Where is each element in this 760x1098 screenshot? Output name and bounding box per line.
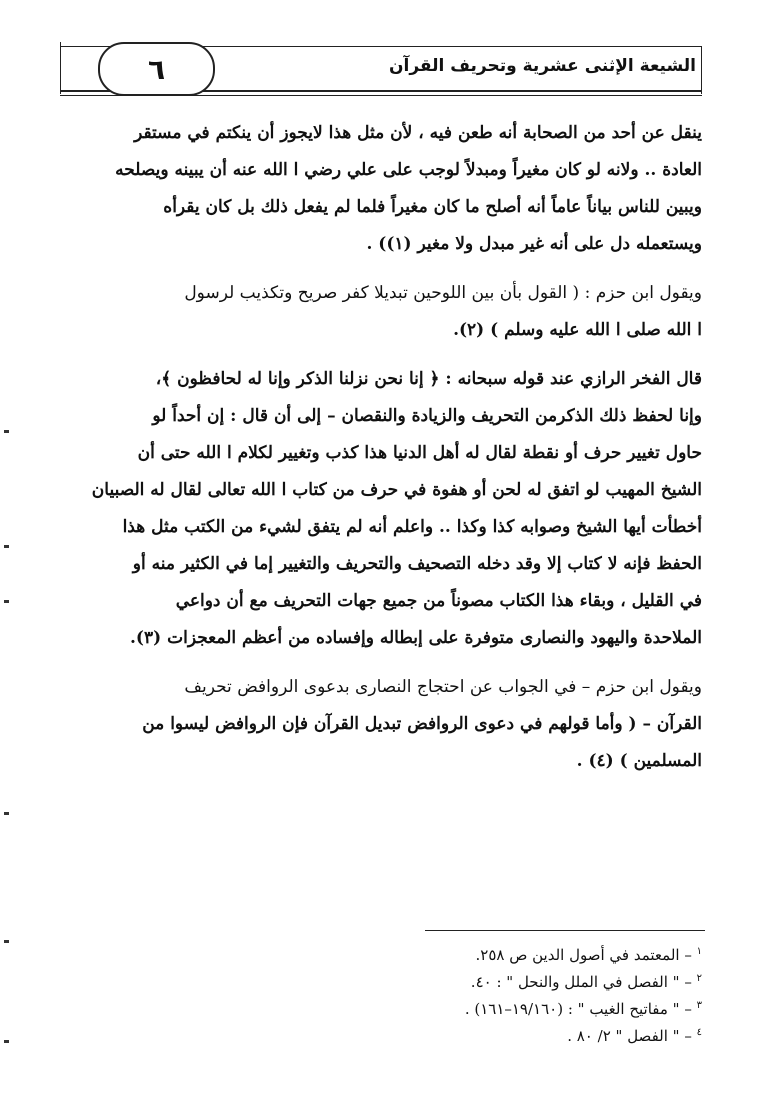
text-line: ويقول ابن حزم : ( القول بأن بين اللوحين تبديلا كفر صريح وتكذيب لرسول	[184, 283, 702, 303]
margin-mark	[4, 600, 9, 603]
footnote-number: ٢	[696, 973, 702, 984]
text-line: ا الله صلى ا الله عليه وسلم ) (٢).	[453, 320, 702, 340]
footnote	[465, 967, 702, 994]
paragraph	[60, 115, 702, 263]
margin-mark	[4, 430, 9, 433]
header-right-rule	[701, 46, 702, 94]
text-line: الشيخ المهيب لو اتفق له لحن أو هفوة في حرف من كتاب ا الله تعالى لقال له الصبيان	[91, 480, 702, 500]
paragraph	[60, 275, 702, 349]
text-line: ويستعمله دل على أنه غير مبدل ولا مغير (١)) .	[366, 234, 702, 254]
text-line: في القليل ، وبقاء هذا الكتاب مصوناً من جميع جهات التحريف مع أن دواعي	[175, 591, 702, 611]
main-text	[60, 115, 702, 780]
footnote	[465, 1021, 702, 1048]
text-line: ويبين للناس بياناً عاماً أنه أصلح ما كان مغيراً فلما لم يفعل ذلك بل كان يقرأه	[163, 197, 702, 217]
margin-mark	[4, 940, 9, 943]
paragraph	[60, 669, 702, 780]
margin-mark	[4, 812, 9, 815]
page-number	[98, 42, 215, 96]
footnote-number: ١	[696, 946, 702, 957]
text-line: حاول تغيير حرف أو نقطة لقال له أهل الدنيا هذا كذب وتغيير لكلام ا الله حتى أن	[137, 443, 702, 463]
text-line: الملاحدة واليهود والنصارى متوفرة على إبطاله وإفساده من أعظم المعجزات (٣).	[130, 628, 702, 648]
text-line: قال الفخر الرازي عند قوله سبحانه : ﴿ إنا نحن نزلنا الذكر وإنا له لحافظون ﴾،	[155, 369, 702, 389]
text-line: العادة .. ولانه لو كان مغيراً ومبدلاً لوجب على علي رضي ا الله عنه أن يبينه ويصلحه	[115, 160, 702, 180]
text-line: ينقل عن أحد من الصحابة أنه طعن فيه ، لأن مثل هذا لايجوز أن ينكتم في مستقر	[134, 123, 702, 143]
margin-mark	[4, 545, 9, 548]
page-header	[60, 42, 702, 97]
footnote-number: ٤	[696, 1027, 702, 1038]
footnote	[465, 940, 702, 967]
footnote-number: ٣	[696, 1000, 702, 1011]
text-line: وإنا لحفظ ذلك الذكرمن التحريف والزيادة والنقصان – إلى أن قال : إن أحداً لو	[152, 406, 702, 426]
book-title: الشيعة الإثنى عشرية وتحريف القرآن	[389, 56, 696, 76]
text-line: المسلمين ) (٤) .	[576, 751, 702, 771]
text-line: الحفظ فإنه لا كتاب إلا وقد دخله التصحيف والتحريف والتغيير إما في الكثير منه أو	[132, 554, 702, 574]
text-line: ويقول ابن حزم – في الجواب عن احتجاج النصارى بدعوى الروافض تحريف	[184, 677, 702, 697]
footnote-divider	[425, 930, 705, 931]
paragraph	[60, 361, 702, 657]
margin-mark	[4, 1040, 9, 1043]
footnotes	[465, 940, 702, 1048]
footnote	[465, 994, 702, 1021]
footnote-text: – " الفصل في الملل والنحل " : ٤٠.	[470, 973, 692, 991]
text-line: القرآن – ( وأما قولهم في دعوى الروافض تبديل القرآن فإن الروافض ليسوا من	[142, 714, 702, 734]
footnote-text: – " مفاتيح الغيب " : (١٩/١٦٠–١٦١) .	[464, 1000, 692, 1018]
footnote-text: – " الفصل " ٢/ ٨٠ .	[567, 1027, 692, 1045]
page-number-text: ٦	[147, 52, 166, 86]
header-left-rule	[60, 42, 61, 94]
text-line: أخطأت أيها الشيخ وصوابه كذا وكذا .. واعلم أنه لم يتفق لشيء من الكتب مثل هذا	[122, 517, 702, 537]
footnote-text: – المعتمد في أصول الدين ص ٢٥٨.	[475, 946, 692, 964]
